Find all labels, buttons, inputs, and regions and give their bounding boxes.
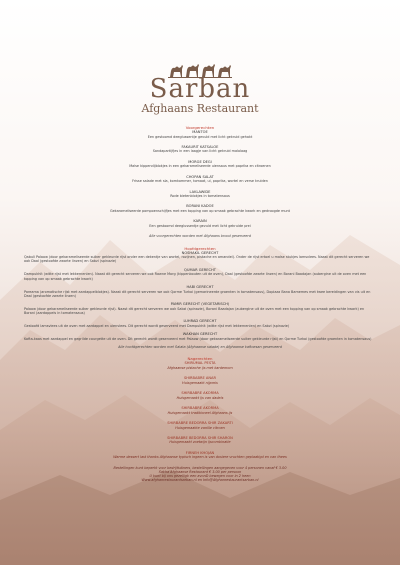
starters-note: Alle voorgerechten worden met Afghaans brood geserveerd xyxy=(149,234,251,239)
dish xyxy=(24,268,376,281)
dish-name: SHIRUMAL PESTA xyxy=(184,361,216,366)
dish-description: Een gestoomd deeglussentje gevuld met licht gekruid gehakt xyxy=(147,134,253,139)
dish-description: Rode bietenblokjes in tomatensaus xyxy=(170,194,230,199)
dish xyxy=(24,421,376,430)
starters-section xyxy=(24,125,376,239)
mains-note: Alle hoofdgerechten worden met Salata (Afghaanse salade) en Afghaanse kaftoesan geserveerd xyxy=(118,345,282,350)
dish-name: LAKLAWIDE xyxy=(189,189,211,194)
dish-description: Frisse salade met sla, komkommer, tomaat, ui, paprika, wortel en verse kruiden xyxy=(132,179,268,184)
dish-description: Huisgemaakt ijs van dadels xyxy=(176,395,224,400)
dish xyxy=(24,376,376,385)
dish-name: NOSHAKIL GERECHT xyxy=(181,250,219,255)
dish xyxy=(24,219,376,228)
footer-line: Bestellingen kunt beperkt voor bedrijfsdiners, bestellingen aangegeven voor 4 personen vanaf € 3.00 xyxy=(113,465,287,470)
dish-description: Kofta-kaas met aardappel en gegrilde courgette uit de oven. Dit gerecht wordt geserveerd met Palaow (door gekarameliseerde suiker gekleurde rijst) en Qorme Turkoi (gestoofde groenten in tomatensaus) xyxy=(24,336,372,341)
dish-description: Malse kippendijblokjes in een gekarameliseerde uiensaus met paprika en citroenen xyxy=(129,164,271,169)
dish xyxy=(24,145,376,154)
dish-description: Warme dessert last thanks Afghaanse typisch ingeen is van dosiere vruchten geplaatigd en van thees xyxy=(113,455,287,460)
dish-description: Gestoofd lamsvlees uit de oven met aardappel en uienvlees. Dit gerecht wordt geserveerd met Dampukhit (witte rijst met lekkernenlen) en Sabzi (spinazie) xyxy=(24,323,290,328)
dish xyxy=(24,451,376,460)
footer-contact: Www.afghanrestaurantsarban.nl en Info@Afghanrestaurantsarban.nl xyxy=(141,478,259,483)
dish-name: HABI GERECHT xyxy=(186,284,214,289)
dish xyxy=(24,361,376,370)
restaurant-subtitle: Afghaans Restaurant xyxy=(141,102,259,115)
dish-name: QUMAR GERECHT xyxy=(184,267,216,272)
dish-description: Qabuli Palaow (door gekarameliseerde suiker gekleurde rijst onder een dekentje van wortel, rozijnen, pistache en amandel). Onder de rijst ertoel u malse stukjes lamsvlees. Naast dit gerecht serveren we ook Daal (gestoofde zwarte linzen) en Sabzi (spinazie) xyxy=(24,255,370,264)
menu-footer xyxy=(24,466,376,483)
section-title: Nagerechten xyxy=(187,356,213,362)
dish-name: SHIRBABRE ANAR xyxy=(184,376,216,381)
dish xyxy=(24,175,376,184)
dish-name: SHIRBABRE BEDORRA SHIR ZAKARTI xyxy=(167,420,233,425)
dish xyxy=(24,204,376,213)
dish-description: Huisgemaakte vanille citroen xyxy=(175,425,225,430)
dish xyxy=(24,391,376,400)
mains-section xyxy=(24,246,376,350)
dish-name: LUHRAD GERECHT xyxy=(183,319,217,324)
dish-description: Palaow (door gekarameliseerde suiker gekleurde rijst). Naast dit gerecht serveren we ook Sabzi (spinazie), Borani Baadajan (aubergine uit de oven met een topping van op smaak gebrachte kwark) en Borani (aardappels in tomatensaus) xyxy=(24,306,365,315)
dish-description: Huisgemaakt nijpmis xyxy=(182,380,218,385)
dish-name: FIRNEH KHOJAN xyxy=(185,450,215,455)
section-title: Hoofdgerechten xyxy=(184,245,216,251)
dish-description: Sandapartijfjes in een laagje van licht gekruid malolaag xyxy=(152,149,248,154)
dish-name: KARAIN xyxy=(193,219,207,224)
dish-name: PAMIR GERECHT (VEGETARISCH) xyxy=(170,302,230,307)
menu-content xyxy=(24,124,376,483)
dish-name: SHIRBABRE AKORMA xyxy=(181,391,219,396)
footer-line: Sakha Afghaanse Restaurant € 3.00 per persoon xyxy=(158,469,242,474)
dish xyxy=(24,130,376,139)
dish-name: SHIRBABRE BEDORRA SHIR SHARON xyxy=(167,435,233,440)
dish-name: MANTOE xyxy=(192,130,208,134)
dish xyxy=(24,436,376,445)
dish xyxy=(24,160,376,169)
dish-description: Een gestoomd deeglussentje gevuld met licht gekruide prei xyxy=(149,223,251,228)
dish-name: SHIRBABRE AKORMA xyxy=(181,406,219,411)
section-title: Voorgerechten xyxy=(185,125,215,130)
dish-name: FAKAURIT KATSALOE xyxy=(181,144,219,149)
dish-name: CHOPAN SALAT xyxy=(186,174,214,179)
dish-description: Gekarameliseerde pompoenschijfjes met een topping van op smaak gebrachte kwark en gedroogde munt xyxy=(109,209,291,214)
dish-name: WAKHAN GERECHT xyxy=(182,332,218,337)
dish xyxy=(24,302,376,315)
restaurant-name: Sarban xyxy=(149,74,251,104)
dish xyxy=(24,332,376,341)
dish-description: Dampukhit (witte rijst met lekkernenlen). Naast dit gerecht serveren we ook Rawne Morg (kippenbouten uit de oven), Daal (gestoofde zwarte linzen) en Borani Baadajan (aubergine uit de oven met een topping van op smaak gebrachte kwark) xyxy=(24,272,367,281)
dish xyxy=(24,406,376,415)
dish xyxy=(24,285,376,298)
dish-name: BORANI KADOE xyxy=(186,204,214,209)
dish-description: Afghaanse pistache ijs met kardemom xyxy=(167,365,233,370)
footer-line: U kunt bij ons gezelligk een avonD bewegen voor in 2 heen xyxy=(149,474,251,479)
dish xyxy=(24,251,376,264)
dish-description: Huisgemaakt zoetwijn ijscombinatie xyxy=(169,440,231,445)
dish xyxy=(24,190,376,199)
dish-description: Pareama (aromatische rijst met aardappelblokjes). Naast dit gerecht serveren we ook Qorme Turkoi (gemarineerde groenten in tomatensaus), Dopiaza Bana Bamemes met twee bereidingen van vis uit en Daal (gestoofde zwarte linzen) xyxy=(24,289,371,298)
desserts-section xyxy=(24,356,376,459)
dish-name: MORGE DEGI xyxy=(188,159,212,164)
dish-description: Huisgemaakt traditioneel Afghaans ijs xyxy=(167,410,233,415)
dish xyxy=(24,319,376,328)
